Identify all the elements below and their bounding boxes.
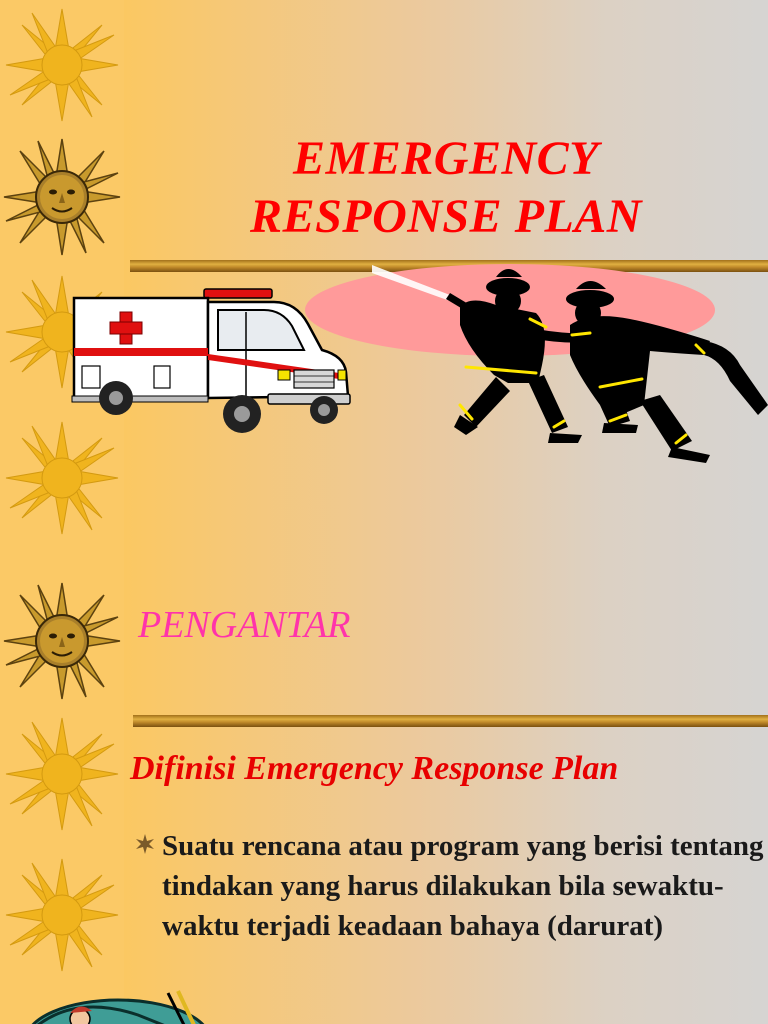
- cartoon-icon: [18, 985, 218, 1024]
- section-heading: PENGANTAR: [138, 604, 351, 646]
- bullet-text: Suatu rencana atau program yang berisi tentang tindakan yang harus dilakukan bila sewaktu-waktu terjadi keadaan bahaya (darurat): [162, 830, 764, 942]
- sidebar-strip: [0, 0, 124, 1024]
- sun-face-icon: [2, 581, 122, 701]
- sun-icon: [2, 714, 122, 834]
- sun-face-icon: [2, 137, 122, 257]
- sun-icon: [2, 5, 122, 125]
- firefighters-with-hose-clipart: [300, 255, 768, 470]
- gold-divider: [133, 715, 768, 727]
- definition-subheading: Difinisi Emergency Response Plan: [130, 750, 619, 787]
- slide-title-line-1: EMERGENCY: [293, 132, 599, 185]
- slide-title-line-2: RESPONSE PLAN: [250, 190, 642, 243]
- star-bullet-icon: [134, 833, 156, 855]
- sun-icon: [2, 855, 122, 975]
- cartoon-clipart-partial: [18, 985, 218, 1024]
- list-item: [134, 826, 764, 946]
